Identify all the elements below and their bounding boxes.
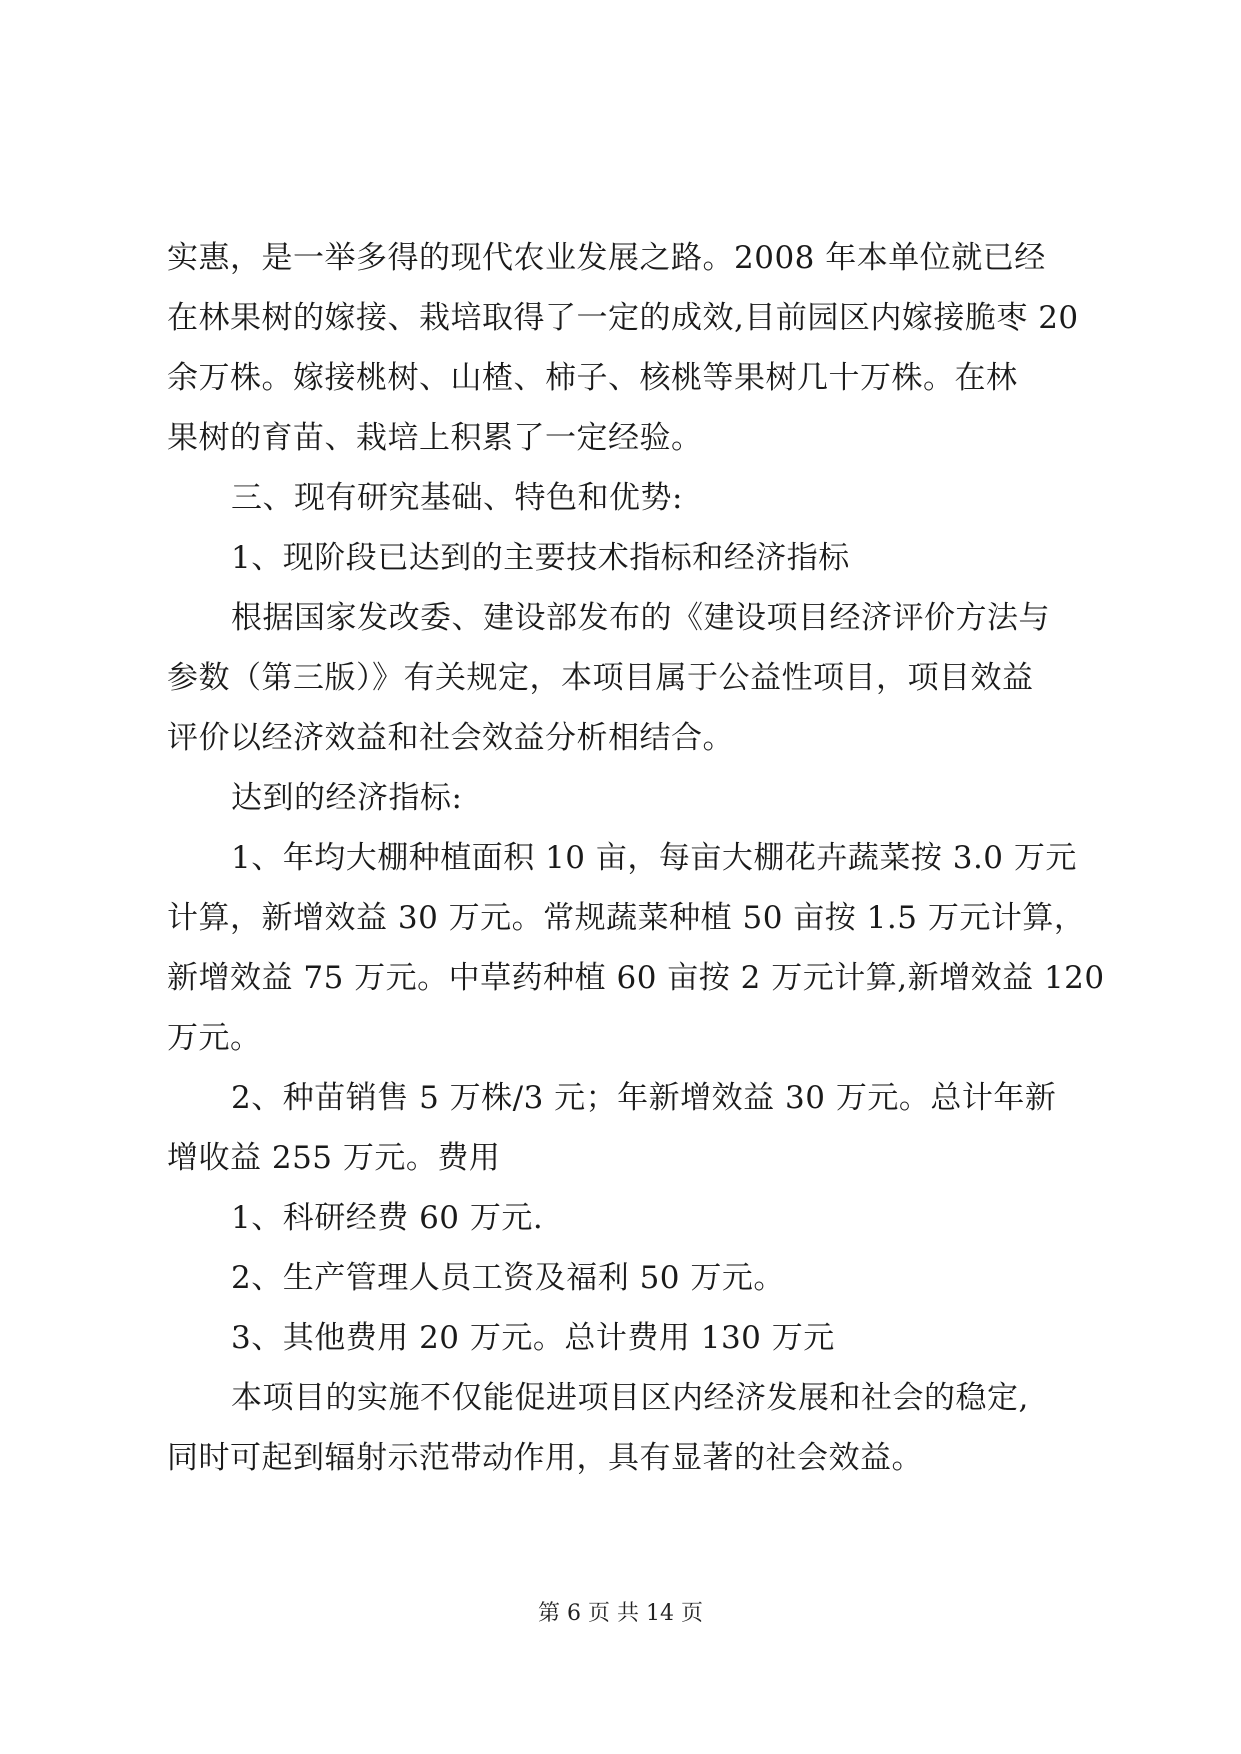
- body-line-9: 评价以经济效益和社会效益分析相结合。: [167, 720, 734, 756]
- body-line-15: 2、种苗销售 5 万株/3 元；年新增效益 30 万元。总计年新: [231, 1080, 1057, 1116]
- cost-item-3: 3、其他费用 20 万元。总计费用 130 万元: [231, 1320, 835, 1356]
- page-number-footer: 第 6 页 共 14 页: [538, 1601, 703, 1626]
- body-line-1: 实惠，是一举多得的现代农业发展之路。2008 年本单位就已经: [167, 240, 1046, 276]
- body-line-2: 在林果树的嫁接、栽培取得了一定的成效,目前园区内嫁接脆枣 20: [167, 300, 1079, 336]
- body-line-16: 增收益 255 万元。费用: [167, 1140, 501, 1176]
- body-line-4: 果树的育苗、栽培上积累了一定经验。: [167, 420, 703, 456]
- economic-indicators-heading: 达到的经济指标:: [231, 780, 463, 816]
- body-line-13: 新增效益 75 万元。中草药种植 60 亩按 2 万元计算,新增效益 120: [167, 960, 1105, 996]
- body-line-8: 参数（第三版）》有关规定，本项目属于公益性项目，项目效益: [167, 660, 1034, 696]
- body-line-21: 同时可起到辐射示范带动作用，具有显著的社会效益。: [167, 1440, 923, 1476]
- body-line-14: 万元。: [167, 1020, 262, 1056]
- body-line-20: 本项目的实施不仅能促进项目区内经济发展和社会的稳定,: [231, 1380, 1029, 1416]
- body-line-3: 余万株。嫁接桃树、山楂、柿子、核桃等果树几十万株。在林: [167, 360, 1018, 396]
- document-body: [167, 228, 1105, 1488]
- subsection-heading: 1、现阶段已达到的主要技术指标和经济指标: [231, 540, 850, 576]
- body-line-11: 1、年均大棚种植面积 10 亩，每亩大棚花卉蔬菜按 3.0 万元: [231, 840, 1077, 876]
- body-line-12: 计算，新增效益 30 万元。常规蔬菜种植 50 亩按 1.5 万元计算，: [167, 900, 1086, 936]
- cost-item-2: 2、生产管理人员工资及福利 50 万元。: [231, 1260, 785, 1296]
- section-heading: 三、现有研究基础、特色和优势:: [231, 480, 683, 516]
- cost-item-1: 1、科研经费 60 万元.: [231, 1200, 544, 1236]
- body-line-7: 根据国家发改委、建设部发布的《建设项目经济评价方法与: [231, 600, 1050, 636]
